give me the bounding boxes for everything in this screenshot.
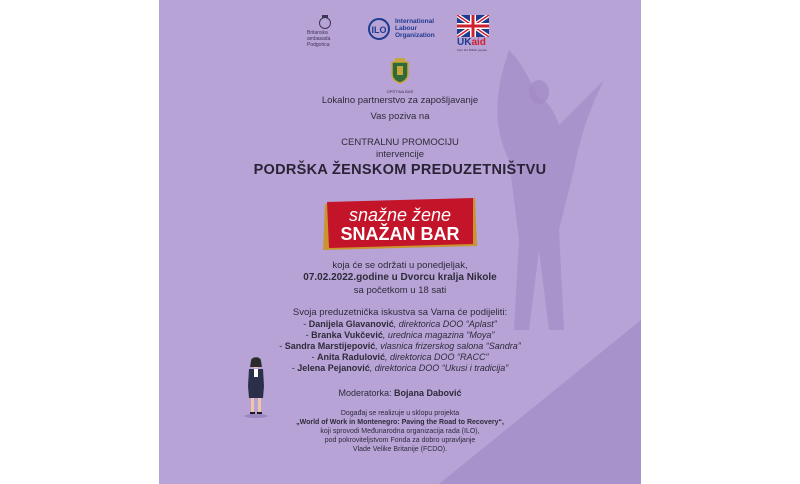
- moderator: Moderatorka: Bojana Dabović: [338, 388, 462, 398]
- footer-line-3: koji sprovodi Međunarodna organizacija rada (ILO),: [320, 428, 480, 435]
- footer-line-1: Događaj se realizuje u sklopu projekta: [340, 410, 460, 417]
- speaker-4: - Anita Radulović, direktorica DOO “RACC”: [311, 352, 489, 362]
- ukaid-logo: [457, 15, 491, 52]
- british-embassy-logo: [307, 14, 347, 48]
- organizer: Lokalno partnerstvo za zapošljavanje: [321, 95, 479, 106]
- event-type: CENTRALNU PROMOCIJU: [341, 137, 459, 148]
- ilo-name-2: Labour: [395, 25, 418, 32]
- page-title: PODRŠKA ŽENSKOM PREDUZETNIŠTVU: [253, 162, 547, 178]
- embassy-name: Britanska ambasada: [307, 30, 331, 42]
- event-date-place: 07.02.2022.godine u Dvorcu kralja Nikole: [303, 272, 497, 283]
- speaker-5: - Jelena Pejanović, direktorica DOO “Ukusi i tradicija”: [291, 363, 509, 373]
- speaker-3: - Sandra Marstijepović, vlasnica frizerskog salona “Sandra”: [279, 341, 521, 351]
- badge-line1: snažne žene: [348, 205, 452, 225]
- opstina-bar-logo: [380, 58, 420, 94]
- svg-text:ILO: ILO: [371, 25, 387, 35]
- invite-line: Vas poziva na: [370, 111, 430, 122]
- event-intro: koja će se održati u ponedjeljak,: [332, 260, 468, 271]
- municipality-crest-icon: [389, 58, 411, 84]
- royal-crest-icon: [317, 14, 333, 30]
- ilo-name-3: Organization: [395, 32, 435, 39]
- ilo-emblem-icon: [367, 18, 391, 40]
- embassy-city: Podgorica: [307, 42, 330, 48]
- footer-line-5: Vlade Velike Britanije (FCDO).: [352, 446, 448, 453]
- badge-line2: SNAŽAN BAR: [340, 224, 460, 244]
- invitation-card: [159, 0, 641, 484]
- snazne-zene-badge: [321, 196, 479, 252]
- union-flag-icon: [457, 15, 489, 37]
- event-time: sa početkom u 18 sati: [353, 285, 447, 296]
- footer-line-4: pod pokroviteljstvom Fonda za dobro upravljanje: [324, 437, 476, 444]
- speaker-2: - Branka Vukčević, urednica magazina “Moya”: [305, 330, 495, 340]
- footer-line-2: „World of Work in Montenegro: Paving the Road to Recovery“,: [296, 419, 504, 426]
- ukaid-tagline: from the British people: [457, 48, 488, 52]
- businesswoman-figure: [241, 356, 271, 418]
- ilo-logo: [367, 16, 457, 44]
- speaker-1: - Danijela Glavanović, direktorica DOO “Aplast”: [303, 319, 497, 329]
- speakers-intro: Svoja preduzetnička iskustva sa Vama će podijeliti:: [292, 307, 508, 318]
- ilo-name-1: International: [395, 18, 435, 25]
- event-subtype: intervencije: [375, 149, 425, 160]
- opstina-label: OPŠTINA BAR: [386, 89, 414, 94]
- ukaid-aid: aid: [471, 37, 486, 48]
- ukaid-uk: UK: [457, 37, 472, 48]
